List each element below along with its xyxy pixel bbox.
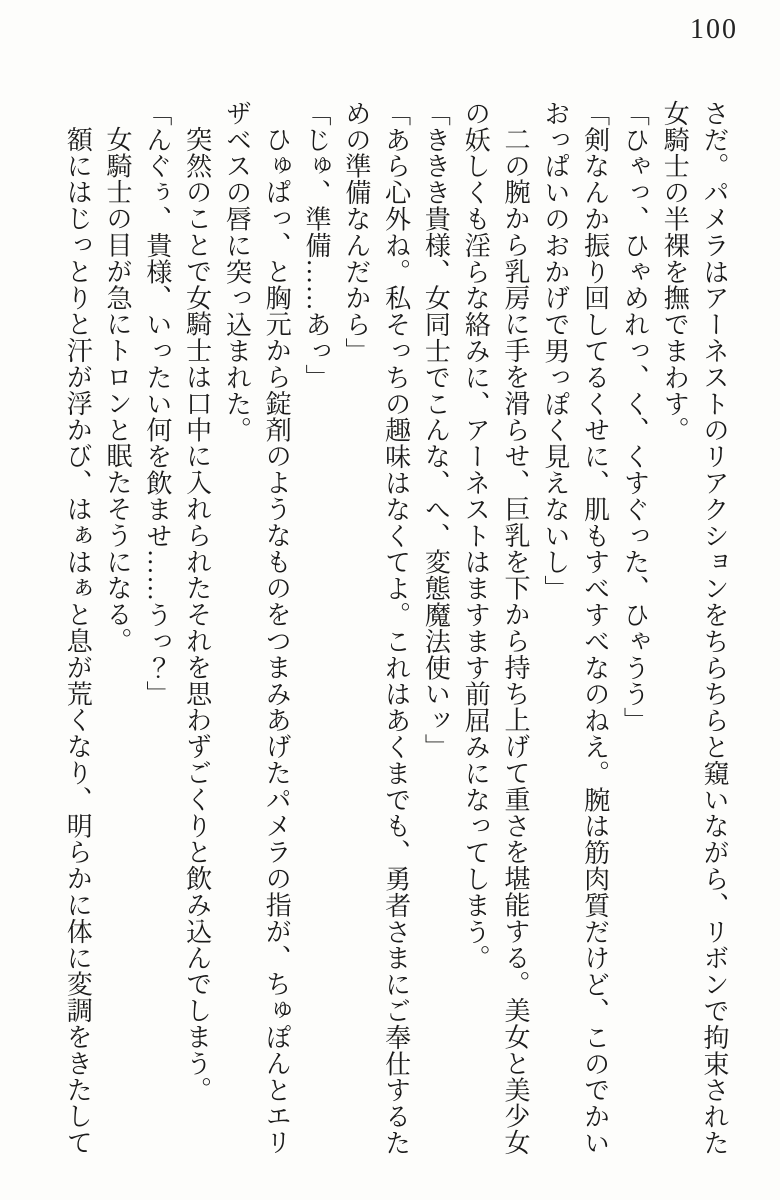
text-column: 「ききき貴様、女同士でこんな、へ、変態魔法使いッ」 xyxy=(421,100,451,760)
text-column: さだ。パメラはアーネストのリアクションをちらちらと窺いながら、リボンで拘束された xyxy=(700,100,729,1156)
text-column: 女騎士の半裸を撫でまわす。 xyxy=(660,100,690,444)
text-column: 女騎士の目が急にトロンと眠たそうになる。 xyxy=(103,126,133,655)
text-column: ザベスの唇に突っ込まれた。 xyxy=(222,100,252,444)
text-column: めの準備なんだから」 xyxy=(341,100,371,364)
text-column: おっぱいのおかげで男っぽく見えないし」 xyxy=(540,100,570,602)
text-column: 「剣なんか振り回してるくせに、肌もすべすべなのねえ。腕は筋肉質だけど、このでかい xyxy=(580,100,610,1156)
text-column: 「ひゃっ、ひゃめれっ、く、くすぐった、ひゃうう」 xyxy=(620,100,650,734)
text-column: 額にはじっとりと汗が浮かび、はぁはぁと息が荒くなり、明らかに体に変調をきたして xyxy=(63,126,93,1156)
text-column: ひゅぱっ、と胸元から錠剤のようなものをつまみあげたパメラの指が、ちゅぽんとエリ xyxy=(262,126,292,1156)
text-area xyxy=(57,100,734,1157)
text-column: 突然のことで女騎士は口中に入れられたそれを思わずごくりと飲み込んでしまう。 xyxy=(182,126,212,1104)
text-column: 「じゅ、準備……あっ」 xyxy=(302,100,332,391)
text-column: 二の腕から乳房に手を滑らせ、巨乳を下から持ち上げて重さを堪能する。美女と美少女 xyxy=(501,126,531,1156)
page-number: 100 xyxy=(690,14,738,45)
text-column: 「んぐぅ、貴様、いったい何を飲ませ……うっ？」 xyxy=(142,100,172,708)
text-column: の妖しくも淫らな絡みに、アーネストはますます前屈みになってしまう。 xyxy=(461,100,491,972)
text-column: 「あら心外ね。私そっちの趣味はなくてよ。これはあくまでも、勇者さまにご奉仕するた xyxy=(381,100,411,1156)
